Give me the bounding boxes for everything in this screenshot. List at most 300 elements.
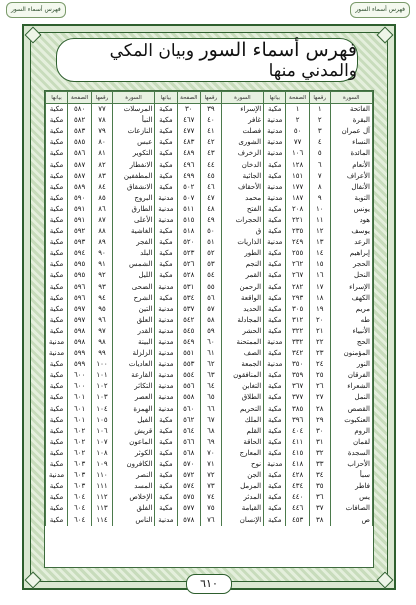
sura-name: سبأ: [330, 470, 373, 481]
sura-page: ٥٨٧: [68, 159, 92, 170]
sura-type: مكية: [264, 326, 286, 337]
sura-page: ٤٩٩: [177, 171, 201, 182]
sura-number: ٢٦: [309, 381, 330, 392]
sura-name: النازعات: [112, 126, 155, 137]
sura-number: ١٠٣: [92, 392, 113, 403]
sura-type: مكية: [264, 282, 286, 293]
sura-name: المنافقون: [221, 370, 264, 381]
sura-type: مكية: [155, 182, 177, 193]
sura-name: النجم: [221, 259, 264, 270]
sura-number: ٨٩: [92, 237, 113, 248]
sura-name: الفتح: [221, 204, 264, 215]
sura-type: مكية: [46, 237, 68, 248]
sura-type: مدنية: [264, 459, 286, 470]
sura-page: ٥٦٠: [177, 404, 201, 415]
sura-number: ٧٨: [92, 115, 113, 126]
sura-page: ١٠٦: [286, 148, 310, 159]
sura-number: ٥٥: [201, 282, 222, 293]
sura-type: مكية: [155, 148, 177, 159]
sura-page: ٤٢٨: [286, 470, 310, 481]
sura-page: ١٧٧: [286, 182, 310, 193]
sura-number: ٤٧: [201, 193, 222, 204]
sura-type: مكية: [155, 426, 177, 437]
sura-type: مكية: [155, 503, 177, 514]
sura-page: ٦٠١: [68, 415, 92, 426]
sura-type: مكية: [264, 215, 286, 226]
sura-page: ٥٩٨: [68, 326, 92, 337]
sura-type: مكية: [155, 448, 177, 459]
sura-number: ٣٠: [309, 426, 330, 437]
sura-number: ٥٤: [201, 270, 222, 281]
sura-type: مكية: [46, 426, 68, 437]
table-row: [46, 437, 373, 448]
sura-name: السجدة: [330, 448, 373, 459]
sura-name: المعارج: [221, 448, 264, 459]
sura-page: ٣٤٢: [286, 348, 310, 359]
running-header-right: فهرس أسماء السور: [350, 2, 410, 18]
sura-type: مكية: [155, 171, 177, 182]
sura-type: مدنية: [264, 126, 286, 137]
table-row: [46, 259, 373, 270]
title-cartouche: [56, 38, 358, 82]
sura-page: ٣١٢: [286, 315, 310, 326]
col-header-num: رقمها: [309, 92, 330, 104]
sura-number: ٢١: [309, 326, 330, 337]
sura-type: مكية: [46, 104, 68, 116]
table-row: [46, 392, 373, 403]
sura-type: مدنية: [46, 348, 68, 359]
sura-number: ٣٧: [309, 503, 330, 514]
sura-page: ٤٤٦: [286, 503, 310, 514]
sura-page: ٤١٨: [286, 459, 310, 470]
sura-type: مكية: [46, 226, 68, 237]
sura-name: الناس: [112, 514, 155, 525]
sura-page: ٦٠٢: [68, 426, 92, 437]
sura-name: الإخلاص: [112, 492, 155, 503]
sura-page: ٥٣٤: [177, 293, 201, 304]
sura-number: ٣: [309, 126, 330, 137]
sura-number: ٣٢: [309, 448, 330, 459]
sura-page: ٦٠٤: [68, 514, 92, 525]
sura-number: ٤٤: [201, 159, 222, 170]
sura-type: مكية: [46, 137, 68, 148]
sura-page: ٤٧٧: [177, 126, 201, 137]
sura-page: ٥٦٦: [177, 437, 201, 448]
sura-type: مكية: [46, 304, 68, 315]
sura-number: ١٦: [309, 270, 330, 281]
table-row: [46, 126, 373, 137]
sura-number: ٢٩: [309, 415, 330, 426]
sura-type: مكية: [46, 248, 68, 259]
sura-name: الانفطار: [112, 159, 155, 170]
sura-page: ١: [286, 104, 310, 116]
sura-name: الدخان: [221, 159, 264, 170]
sura-number: ٤٩: [201, 215, 222, 226]
sura-page: ٥٩٧: [68, 315, 92, 326]
sura-type: مكية: [46, 359, 68, 370]
sura-name: الكوثر: [112, 448, 155, 459]
sura-name: الأنعام: [330, 159, 373, 170]
sura-page: ٦٠٠: [68, 381, 92, 392]
sura-number: ١٩: [309, 304, 330, 315]
table-row: [46, 326, 373, 337]
sura-page: ٥٩٦: [68, 293, 92, 304]
sura-name: المرسلات: [112, 104, 155, 116]
sura-type: مكية: [155, 137, 177, 148]
sura-name: الليل: [112, 270, 155, 281]
sura-page: ٦٠١: [68, 392, 92, 403]
sura-page: ٤٣٤: [286, 481, 310, 492]
sura-name: يس: [330, 492, 373, 503]
sura-type: مكية: [264, 304, 286, 315]
sura-type: مكية: [46, 115, 68, 126]
sura-number: ٥٠: [201, 226, 222, 237]
sura-type: مكية: [155, 492, 177, 503]
sura-number: ٥٨: [201, 315, 222, 326]
sura-number: ١٢: [309, 226, 330, 237]
sura-name: الصافات: [330, 503, 373, 514]
sura-number: ٦٣: [201, 370, 222, 381]
sura-number: ٤٠: [201, 115, 222, 126]
sura-type: مكية: [46, 148, 68, 159]
sura-name: العلق: [112, 315, 155, 326]
sura-page: ٥٧٢: [177, 470, 201, 481]
sura-page: ٥١٥: [177, 215, 201, 226]
sura-name: محمد: [221, 193, 264, 204]
sura-page: ١٨٧: [286, 193, 310, 204]
sura-type: مكية: [264, 514, 286, 525]
sura-name: التحريم: [221, 404, 264, 415]
sura-number: ١٤: [309, 248, 330, 259]
sura-name: الممتحنة: [221, 337, 264, 348]
sura-number: ٩٣: [92, 282, 113, 293]
sura-page: ٢٣٥: [286, 226, 310, 237]
sura-name: الذاريات: [221, 237, 264, 248]
sura-name: القصص: [330, 404, 373, 415]
sura-type: مكية: [155, 159, 177, 170]
sura-page: ٣٥٠: [286, 359, 310, 370]
sura-page: ٣٧٧: [286, 392, 310, 403]
sura-number: ١٠١: [92, 370, 113, 381]
sura-type: مكية: [46, 381, 68, 392]
sura-number: ٤٥: [201, 171, 222, 182]
sura-number: ٣٤: [309, 470, 330, 481]
sura-number: ٢٣: [309, 348, 330, 359]
sura-page: ٦٠٢: [68, 448, 92, 459]
sura-type: مكية: [46, 204, 68, 215]
sura-number: ٨٣: [92, 171, 113, 182]
sura-number: ٢٤: [309, 359, 330, 370]
sura-page: ٥٨٧: [68, 171, 92, 182]
table-row: [46, 115, 373, 126]
sura-page: ٥٦٤: [177, 426, 201, 437]
sura-name: الانشقاق: [112, 182, 155, 193]
sura-type: مدنية: [155, 215, 177, 226]
sura-name: الكهف: [330, 293, 373, 304]
sura-type: مكية: [155, 437, 177, 448]
sura-name: القمر: [221, 270, 264, 281]
sura-type: مكية: [264, 159, 286, 170]
sura-page: ٥٩٦: [68, 282, 92, 293]
sura-number: ٢: [309, 115, 330, 126]
sura-name: النمل: [330, 392, 373, 403]
sura-name: الهمزة: [112, 404, 155, 415]
sura-number: ٨١: [92, 148, 113, 159]
sura-page: ٥٩٥: [68, 259, 92, 270]
table-row: [46, 503, 373, 514]
sura-page: ٢٨٢: [286, 282, 310, 293]
sura-type: مدنية: [264, 137, 286, 148]
sura-number: ٩٨: [92, 337, 113, 348]
sura-number: ٩٠: [92, 248, 113, 259]
sura-page: ١٥١: [286, 171, 310, 182]
table-row: [46, 315, 373, 326]
sura-page: ٥٧٠: [177, 459, 201, 470]
table-body: [46, 104, 373, 526]
sura-type: مكية: [264, 226, 286, 237]
sura-type: مكية: [46, 415, 68, 426]
sura-name: الإنسان: [221, 514, 264, 525]
sura-type: مكية: [264, 370, 286, 381]
sura-page: ٣٢٢: [286, 326, 310, 337]
sura-name: الجمعة: [221, 359, 264, 370]
sura-number: ٧١: [201, 459, 222, 470]
sura-number: ١٧: [309, 282, 330, 293]
sura-number: ٣١: [309, 437, 330, 448]
table-row: [46, 282, 373, 293]
sura-name: الشعراء: [330, 381, 373, 392]
sura-type: مكية: [155, 459, 177, 470]
table-row: [46, 171, 373, 182]
sura-name: المجادلة: [221, 315, 264, 326]
sura-name: الفيل: [112, 415, 155, 426]
sura-name: الزخرف: [221, 148, 264, 159]
sura-page: ٥٧٥: [177, 492, 201, 503]
running-header-left: فهرس أسماء السور: [6, 2, 66, 18]
sura-number: ٨٢: [92, 159, 113, 170]
sura-number: ٦٧: [201, 415, 222, 426]
sura-number: ٩٩: [92, 348, 113, 359]
sura-type: مكية: [264, 492, 286, 503]
sura-page: ٤٩٦: [177, 159, 201, 170]
sura-type: مكية: [155, 115, 177, 126]
sura-type: مكية: [155, 226, 177, 237]
sura-page: ٥٨٩: [68, 182, 92, 193]
sura-name: الحجرات: [221, 215, 264, 226]
col-header-num: رقمها: [92, 92, 113, 104]
sura-number: ٦٨: [201, 426, 222, 437]
sura-page: ١٢٨: [286, 159, 310, 170]
sura-type: مكية: [264, 503, 286, 514]
sura-number: ٧٦: [201, 514, 222, 525]
sura-page: ٢٠٨: [286, 204, 310, 215]
sura-type: مكية: [46, 293, 68, 304]
table-row: [46, 492, 373, 503]
sura-name: يونس: [330, 204, 373, 215]
sura-type: مدنية: [155, 304, 177, 315]
sura-type: مكية: [155, 293, 177, 304]
sura-name: الروم: [330, 426, 373, 437]
sura-number: ١٠٥: [92, 415, 113, 426]
title-part-1: فهرس أسماء السور: [199, 39, 357, 61]
sura-type: مكية: [264, 248, 286, 259]
sura-number: ١١٠: [92, 470, 113, 481]
sura-name: الأعراف: [330, 171, 373, 182]
sura-name: البينة: [112, 337, 155, 348]
sura-page: ٥٩١: [68, 204, 92, 215]
sura-number: ٤٨: [201, 204, 222, 215]
sura-name: الشرح: [112, 293, 155, 304]
sura-name: الفرقان: [330, 370, 373, 381]
sura-name: الأحزاب: [330, 459, 373, 470]
sura-name: مريم: [330, 304, 373, 315]
sura-page: ٦٠٣: [68, 459, 92, 470]
sura-page: ٤١١: [286, 437, 310, 448]
sura-type: مدنية: [155, 193, 177, 204]
sura-type: مدنية: [264, 359, 286, 370]
sura-name: الرعد: [330, 237, 373, 248]
sura-type: مكية: [46, 392, 68, 403]
col-header-page: الصفحة: [177, 92, 201, 104]
sura-name: يوسف: [330, 226, 373, 237]
sura-number: ٥: [309, 148, 330, 159]
sura-page: ٥٧٨: [177, 514, 201, 525]
table-row: [46, 104, 373, 116]
sura-number: ٨: [309, 182, 330, 193]
sura-page: ٦٠٤: [68, 492, 92, 503]
sura-type: مدنية: [155, 359, 177, 370]
sura-type: مكية: [264, 171, 286, 182]
sura-number: ٧: [309, 171, 330, 182]
sura-type: مكية: [264, 404, 286, 415]
sura-number: ٦٤: [201, 381, 222, 392]
sura-page: ٤٥٣: [286, 514, 310, 525]
sura-page: ٥٥٣: [177, 359, 201, 370]
sura-number: ٥٦: [201, 293, 222, 304]
sura-name: الحجر: [330, 259, 373, 270]
table-row: [46, 370, 373, 381]
sura-number: ٣٨: [309, 514, 330, 525]
sura-type: مكية: [155, 270, 177, 281]
sura-page: ٣٦٧: [286, 381, 310, 392]
sura-type: مكية: [155, 470, 177, 481]
sura-page: ٦٠٤: [68, 503, 92, 514]
sura-name: طه: [330, 315, 373, 326]
sura-type: مدنية: [155, 370, 177, 381]
col-header-sura: السورة: [112, 92, 155, 104]
sura-number: ٨٥: [92, 193, 113, 204]
sura-type: مكية: [46, 193, 68, 204]
sura-name: العصر: [112, 392, 155, 403]
col-header-page: الصفحة: [286, 92, 310, 104]
sura-page: ٢٢١: [286, 215, 310, 226]
sura-page: ٤٨٣: [177, 137, 201, 148]
col-header-type: بيانها: [264, 92, 286, 104]
sura-name: المدثر: [221, 492, 264, 503]
sura-name: غافر: [221, 115, 264, 126]
sura-name: الأعلى: [112, 215, 155, 226]
sura-type: مكية: [46, 259, 68, 270]
sura-page: ٥٥٦: [177, 381, 201, 392]
sura-page: ٥٧٧: [177, 503, 201, 514]
sura-name: الضحى: [112, 282, 155, 293]
sura-type: مدنية: [155, 204, 177, 215]
table-row: [46, 270, 373, 281]
table-row: [46, 137, 373, 148]
sura-name: النور: [330, 359, 373, 370]
sura-type: مكية: [155, 237, 177, 248]
sura-type: مدنية: [155, 326, 177, 337]
sura-type: مكية: [264, 270, 286, 281]
sura-number: ١٥: [309, 259, 330, 270]
table-header-row: [46, 92, 373, 104]
sura-page: ٣٠٥: [286, 304, 310, 315]
sura-type: مكية: [264, 259, 286, 270]
sura-type: مدنية: [155, 337, 177, 348]
sura-page: ٤٦٧: [177, 115, 201, 126]
table-row: [46, 204, 373, 215]
sura-name: فصلت: [221, 126, 264, 137]
sura-name: الطور: [221, 248, 264, 259]
sura-name: الشورى: [221, 137, 264, 148]
sura-number: ٥٢: [201, 248, 222, 259]
sura-name: الزلزلة: [112, 348, 155, 359]
sura-name: الأنبياء: [330, 326, 373, 337]
table-row: [46, 514, 373, 525]
sura-number: ٩٤: [92, 293, 113, 304]
sura-number: ٣٥: [309, 481, 330, 492]
sura-name: التوبة: [330, 193, 373, 204]
page-title: [57, 39, 357, 81]
sura-number: ١٠٦: [92, 426, 113, 437]
sura-type: مدنية: [264, 337, 286, 348]
sura-type: مدنية: [155, 392, 177, 403]
sura-page: ٢٤٩: [286, 237, 310, 248]
sura-page: ٣٥٩: [286, 370, 310, 381]
sura-type: مدنية: [155, 514, 177, 525]
sura-number: ٦٩: [201, 437, 222, 448]
sura-type: مكية: [264, 381, 286, 392]
sura-name: القيامة: [221, 503, 264, 514]
sura-type: مكية: [46, 437, 68, 448]
sura-type: مكية: [155, 259, 177, 270]
col-header-type: بيانها: [46, 92, 68, 104]
sura-type: مدنية: [155, 315, 177, 326]
sura-type: مكية: [155, 104, 177, 116]
sura-name: الإسراء: [330, 282, 373, 293]
sura-number: ٦: [309, 159, 330, 170]
sura-name: الواقعة: [221, 293, 264, 304]
sura-type: مكية: [264, 392, 286, 403]
sura-page: ٥٩٤: [68, 248, 92, 259]
sura-page: ٥٠: [286, 126, 310, 137]
sura-name: الجن: [221, 470, 264, 481]
sura-number: ٤١: [201, 126, 222, 137]
sura-index-table-container: [44, 90, 374, 568]
sura-page: ٥٠٧: [177, 193, 201, 204]
sura-page: ٥٢٦: [177, 259, 201, 270]
sura-type: مكية: [46, 503, 68, 514]
sura-number: ٥١: [201, 237, 222, 248]
sura-number: ٦٠: [201, 337, 222, 348]
sura-type: مكية: [264, 415, 286, 426]
sura-name: المائدة: [330, 148, 373, 159]
sura-number: ٩٢: [92, 270, 113, 281]
sura-name: التغابن: [221, 381, 264, 392]
sura-type: مدنية: [264, 182, 286, 193]
sura-type: مكية: [46, 514, 68, 525]
sura-page: ٣٨٥: [286, 404, 310, 415]
